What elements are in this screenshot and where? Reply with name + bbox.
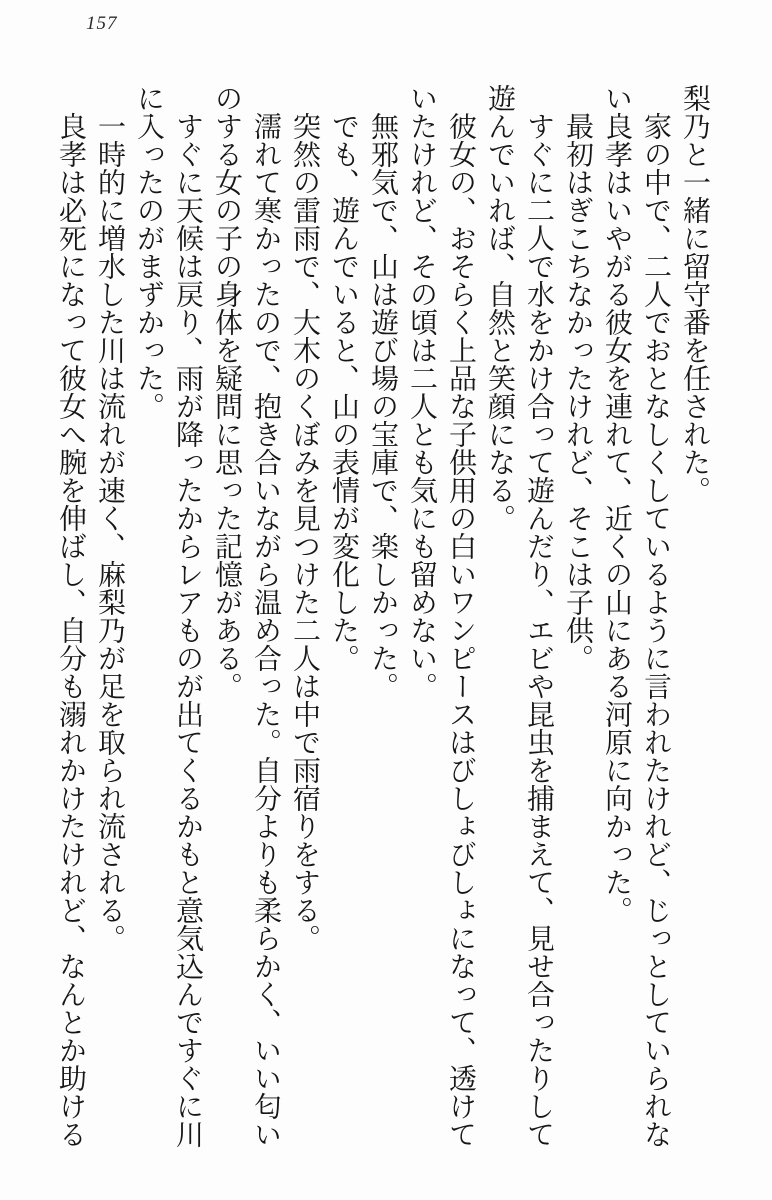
paragraph: 一時的に増水した川は流れが速く、麻梨乃が足を取られ流される。 xyxy=(94,112,125,952)
paragraph: 濡れて寒かったので、抱き合いながら温め合った。自分よりも柔らかく、いい匂いのする女の子の身体を疑問に思った記憶がある。 xyxy=(211,84,281,1148)
paragraph: 彼女の、おそらく上品な子供用の白いワンピースはびしょびしょになって、透けていたけれど、その頃は二人とも気にも留めない。 xyxy=(406,84,476,1148)
page-number: 157 xyxy=(86,13,118,34)
paragraph: 梨乃と一緒に留守番を任された。 xyxy=(679,84,710,504)
paragraph: 無邪気で、山は遊び場の宝庫で、楽しかった。 xyxy=(367,112,398,700)
paragraph: すぐに二人で水をかけ合って遊んだり、エビや昆虫を捕まえて、見せ合ったりして遊んでいれば、自然と笑顔になる。 xyxy=(484,84,554,1148)
text-body xyxy=(50,84,714,1150)
paragraph: すぐに天候は戻り、雨が降ったからレアものが出てくるかもと意気込んですぐに川に入ったのがまずかった。 xyxy=(133,84,203,1148)
paragraph: 家の中で、二人でおとなしくしているように言われたけれど、じっとしていられない良孝はいやがる彼女を連れて、近くの山にある河原に向かった。 xyxy=(601,84,671,1148)
paragraph: 最初はぎこちなかったけれど、そこは子供。 xyxy=(562,112,593,672)
paragraph: でも、遊んでいると、山の表情が変化した。 xyxy=(328,112,359,672)
paragraph: 突然の雷雨で、大木のくぼみを見つけた二人は中で雨宿りをする。 xyxy=(289,112,320,952)
paragraph: 良孝は必死になって彼女へ腕を伸ばし、自分も溺れかけたけれど、なんとか助ける xyxy=(55,112,86,1148)
